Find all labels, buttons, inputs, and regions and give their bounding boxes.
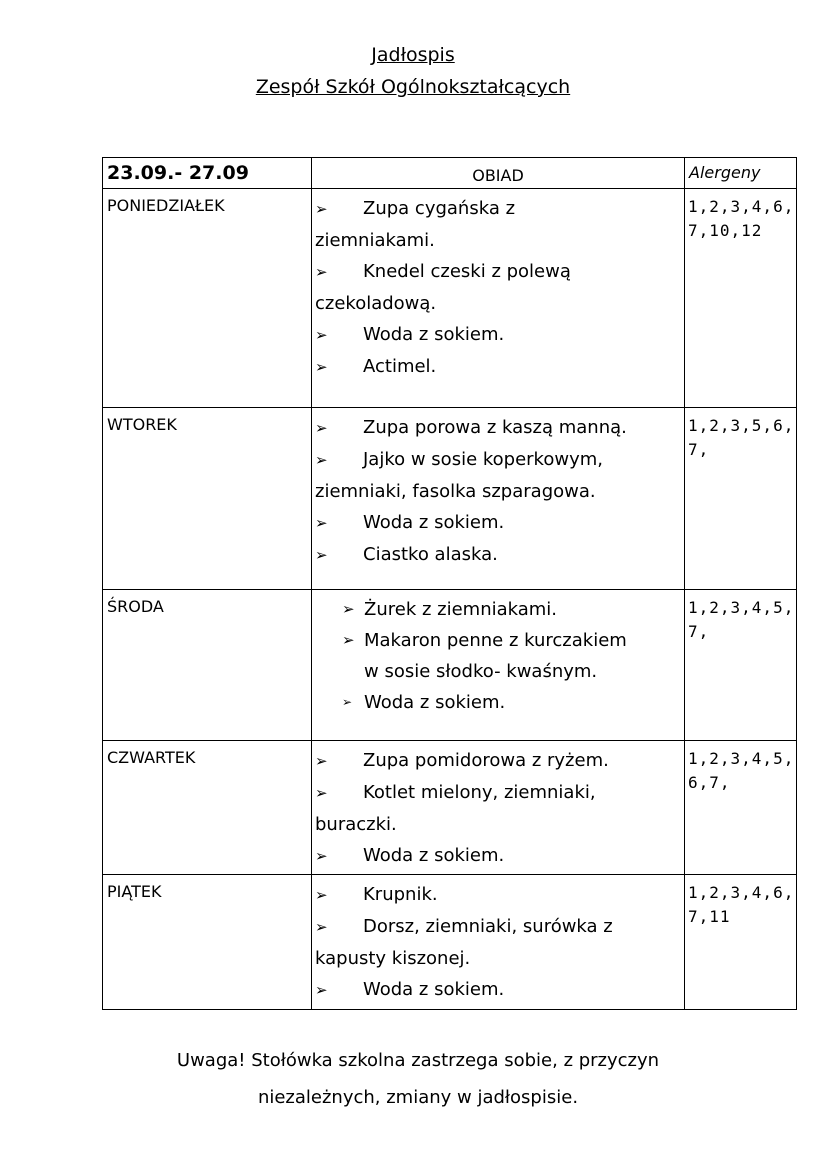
notice-line-1: Uwaga! Stołówka szkolna zastrzega sobie, z przyczyn [176, 1050, 660, 1071]
list-item: ➢ Jajko w sosie koperkowym, [315, 444, 682, 476]
arrow-bullet-icon: ➢ [315, 784, 328, 802]
allergens: 1,2,3,4,6, 7,11 [685, 875, 797, 1010]
list-item: kapusty kiszonej. [315, 948, 471, 969]
dish-list [312, 875, 685, 1010]
list-item: buraczki. [315, 814, 397, 835]
list-item: ➢ Woda z sokiem. [315, 840, 682, 872]
arrow-bullet-icon: ➢ [342, 695, 353, 709]
day-name: CZWARTEK [103, 741, 312, 875]
day-name: WTOREK [103, 408, 312, 590]
arrow-bullet-icon: ➢ [315, 514, 328, 532]
arrow-bullet-icon: ➢ [315, 358, 328, 376]
table-row [103, 189, 797, 408]
day-name: PONIEDZIAŁEK [103, 189, 312, 408]
arrow-bullet-icon: ➢ [315, 752, 328, 770]
dish-list [312, 590, 685, 741]
list-item: w sosie słodko- kwaśnym. [364, 661, 598, 682]
document-title: Jadłospis [371, 44, 455, 66]
arrow-bullet-icon: ➢ [315, 263, 328, 281]
list-item: ➢ Makaron penne z kurczakiem [342, 625, 682, 656]
list-item: ➢ Knedel czeski z polewą [315, 256, 682, 288]
allergens: 1,2,3,5,6, 7, [685, 408, 797, 590]
column-header-alergeny: Alergeny [685, 158, 797, 189]
school-name: Zespół Szkół Ogólnokształcących [255, 76, 571, 98]
arrow-bullet-icon: ➢ [315, 981, 328, 999]
list-item: ➢ Woda z sokiem. [315, 319, 682, 351]
arrow-bullet-icon: ➢ [315, 847, 328, 865]
table-row [103, 875, 797, 1010]
list-item: ➢ Ciastko alaska. [315, 539, 682, 571]
dish-list [312, 741, 685, 875]
list-item: ➢ Dorsz, ziemniaki, surówka z [315, 911, 682, 943]
list-item: ➢ Woda z sokiem. [315, 974, 682, 1006]
arrow-bullet-icon: ➢ [315, 326, 328, 344]
list-item: ➢ Kotlet mielony, ziemniaki, [315, 777, 682, 809]
arrow-bullet-icon: ➢ [315, 546, 328, 564]
arrow-bullet-icon: ➢ [315, 886, 328, 904]
menu-table [102, 157, 797, 1010]
allergens: 1,2,3,4,5, 6,7, [685, 741, 797, 875]
arrow-bullet-icon: ➢ [342, 631, 355, 649]
arrow-bullet-icon: ➢ [315, 918, 328, 936]
day-name: ŚRODA [103, 590, 312, 741]
arrow-bullet-icon: ➢ [342, 600, 355, 618]
list-item: ➢ Zupa porowa z kaszą manną. [315, 412, 682, 444]
list-item: ➢ Krupnik. [315, 879, 682, 911]
table-row [103, 741, 797, 875]
list-item: ➢ Żurek z ziemniakami. [342, 594, 682, 625]
notice-line-2: niezależnych, zmiany w jadłospisie. [257, 1087, 579, 1108]
list-item: ➢ Zupa cygańska z [315, 193, 682, 225]
list-item: ➢ Woda z sokiem. [342, 687, 682, 718]
dish-list [312, 189, 685, 408]
column-header-obiad: OBIAD [312, 158, 685, 189]
table-header-row [103, 158, 797, 189]
list-item: ➢ Actimel. [315, 351, 682, 383]
arrow-bullet-icon: ➢ [315, 200, 328, 218]
list-item: ➢ Woda z sokiem. [315, 507, 682, 539]
allergens: 1,2,3,4,5, 7, [685, 590, 797, 741]
list-item: ziemniaki, fasolka szparagowa. [315, 481, 596, 502]
day-name: PIĄTEK [103, 875, 312, 1010]
list-item: czekoladową. [315, 293, 437, 314]
list-item: ➢ Zupa pomidorowa z ryżem. [315, 745, 682, 777]
dish-list [312, 408, 685, 590]
list-item: ziemniakami. [315, 230, 435, 251]
table-row [103, 408, 797, 590]
table-row [103, 590, 797, 741]
arrow-bullet-icon: ➢ [315, 419, 328, 437]
arrow-bullet-icon: ➢ [315, 451, 328, 469]
allergens: 1,2,3,4,6, 7,10,12 [685, 189, 797, 408]
date-range: 23.09.- 27.09 [103, 158, 312, 189]
